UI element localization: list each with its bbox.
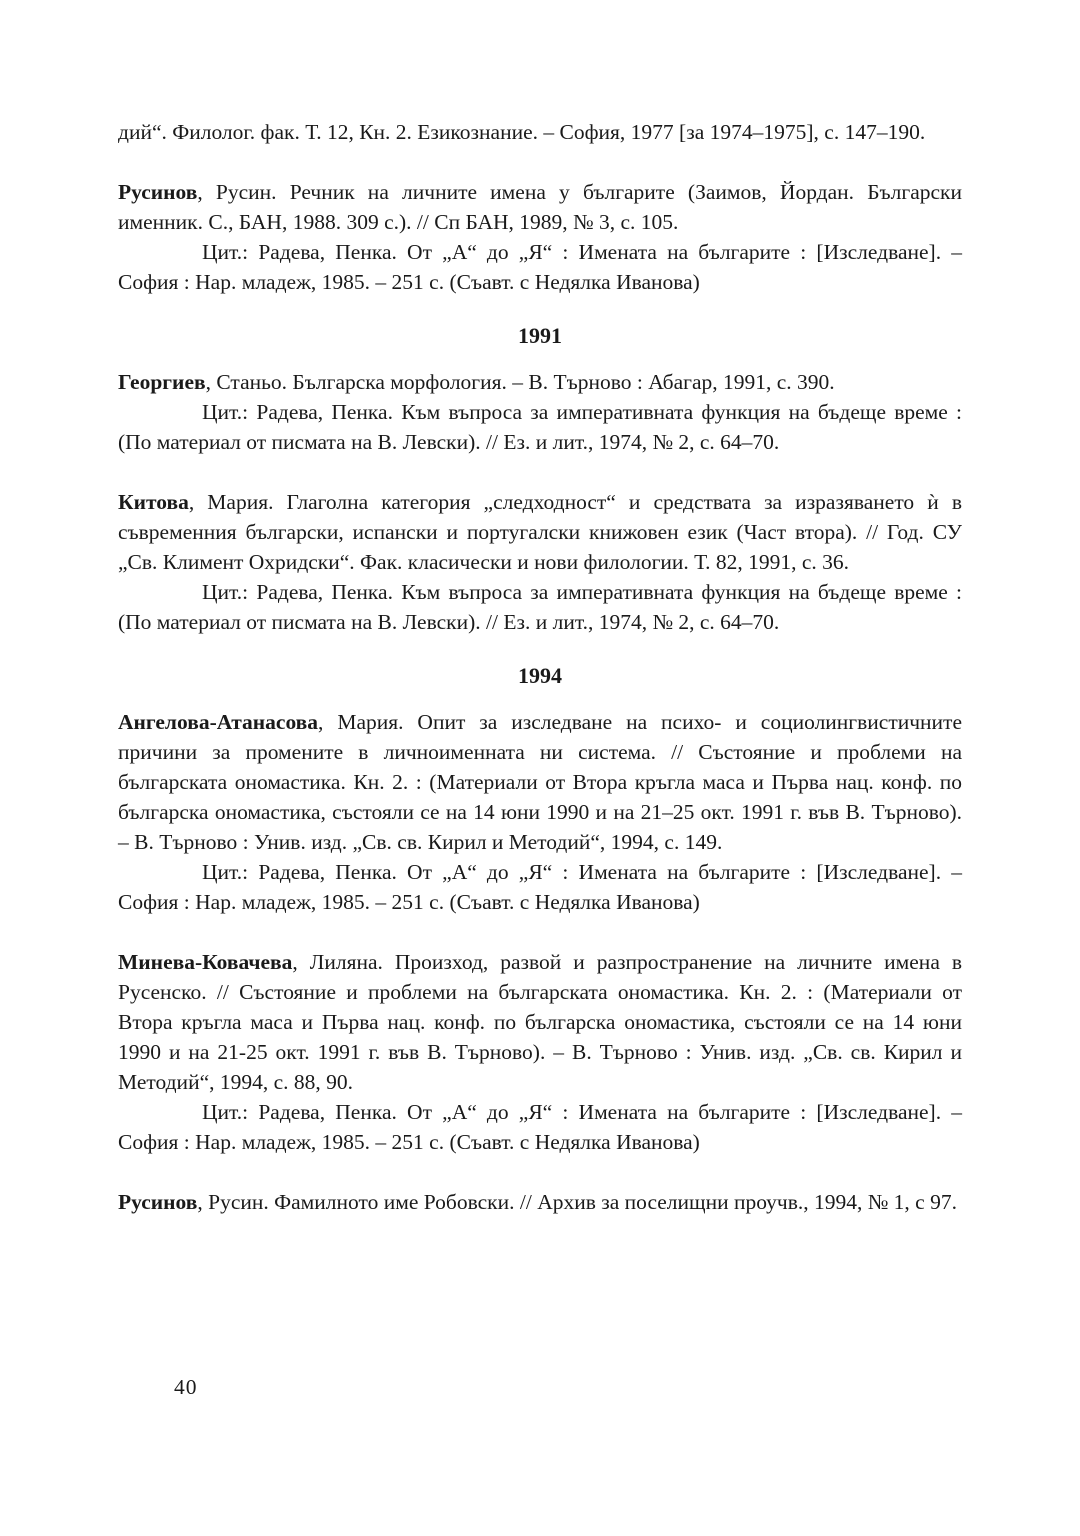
entry-citation: Цит.: Радева, Пенка. От „А“ до „Я“ : Имената на българите : [Изследване]. – София : Нар. младеж, 1985. – 251 с. (Съавт. с Недялка Иванова) [118, 1100, 962, 1154]
entry-text: , Мария. Глаголна категория „следходност“ и средствата за изразяването ѝ в съвременния български, испански и португалски книжовен език (Част втора). // Год. СУ „Св. Климент Охридски“. Фак. класически и нови филологии. Т. 82, 1991, с. 36. [118, 490, 962, 574]
entry-kitova [118, 487, 962, 577]
entry-author: Георгиев [118, 370, 206, 394]
entry-text: , Русин. Фамилното име Робовски. // Архив за поселищни проучв., 1994, № 1, с 97. [197, 1190, 957, 1214]
entry-text: , Станьо. Българска морфология. – В. Търново : Абагар, 1991, с. 390. [205, 370, 835, 394]
page-content [118, 117, 962, 1217]
entry-citation: Цит.: Радева, Пенка. От „А“ до „Я“ : Имената на българите : [Изследване]. – София : Нар. младеж, 1985. – 251 с. (Съавт. с Недялка Иванова) [118, 240, 962, 294]
entry-text: , Русин. Речник на личните имена у българите (Заимов, Йордан. Български именник. С., БАН, 1988. 309 с.). // Сп БАН, 1989, № 3, с. 105. [118, 180, 962, 234]
entry-author: Русинов [118, 180, 198, 204]
entry-text: , Мария. Опит за изследване на психо- и социолингвистичните причини за промените в личноименната ни система. // Състояние и проблеми на българската ономастика. Кн. 2. : (Материали от Втора кръгла маса и Първа нац. конф. по българска ономастика, състояли се на 14 юни 1990 и на 21–25 окт. 1991 г. във В. Търново). – В. Търново : Унив. изд. „Св. св. Кирил и Методий“, 1994, с. 149. [118, 710, 962, 854]
entry-citation: Цит.: Радева, Пенка. Към въпроса за императивната функция на бъдеще време : (По материал от писмата на В. Левски). // Ез. и лит., 1974, № 2, с. 64–70. [118, 580, 962, 634]
entry-citation: Цит.: Радева, Пенка. Към въпроса за императивната функция на бъдеще време : (По материал от писмата на В. Левски). // Ез. и лит., 1974, № 2, с. 64–70. [118, 400, 962, 454]
entry-georgiev [118, 367, 962, 397]
continuation-paragraph: дий“. Филолог. фак. Т. 12, Кн. 2. Езикознание. – София, 1977 [за 1974–1975], с. 147–190. [118, 120, 926, 144]
entry-rusinov-1989 [118, 177, 962, 237]
entry-author: Минева-Ковачева [118, 950, 293, 974]
entry-citation: Цит.: Радева, Пенка. От „А“ до „Я“ : Имената на българите : [Изследване]. – София : Нар. младеж, 1985. – 251 с. (Съавт. с Недялка Иванова) [118, 860, 962, 914]
year-heading-1994: 1994 [518, 663, 562, 688]
entry-author: Ангелова-Атанасова [118, 710, 319, 734]
entry-mineva-kovacheva [118, 947, 962, 1097]
entry-author: Китова [118, 490, 189, 514]
entry-angelova-atanasova [118, 707, 962, 857]
entry-rusinov-1994 [118, 1187, 962, 1217]
page-number: 40 [174, 1375, 198, 1399]
entry-text: , Лиляна. Произход, развой и разпространение на личните имена в Русенско. // Състояние и проблеми на българската ономастика. Кн. 2. : (Материали от Втора кръгла маса и Първа нац. конф. по българска ономастика, състояли се на 14 юни 1990 и на 21-25 окт. 1991 г. във В. Търново). – В. Търново : Унив. изд. „Св. св. Кирил и Методий“, 1994, с. 88, 90. [118, 950, 962, 1094]
year-heading-1991: 1991 [518, 323, 562, 348]
entry-author: Русинов [118, 1190, 198, 1214]
